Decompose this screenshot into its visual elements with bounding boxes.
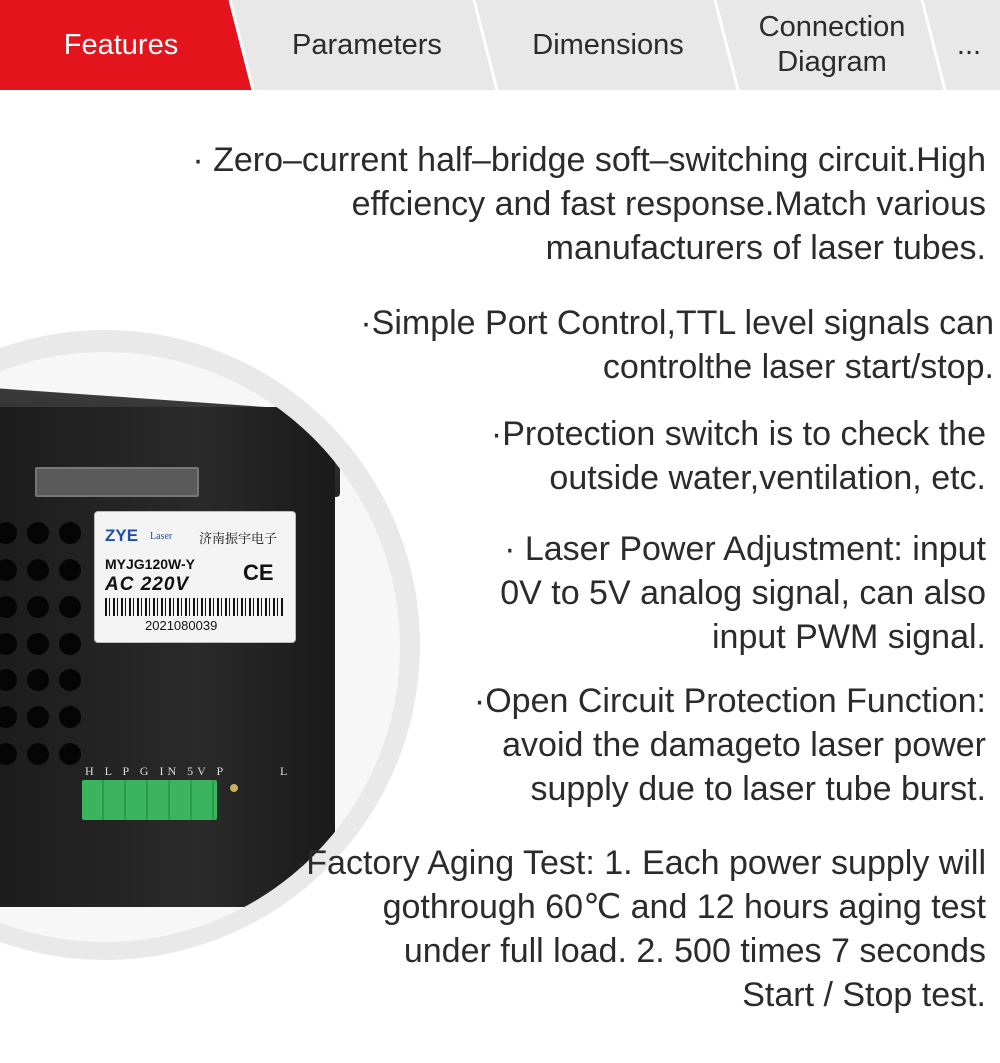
ce-mark: CE	[243, 560, 274, 585]
feature-item	[360, 301, 994, 389]
feature-line: ·Open Circuit Protection Function:	[473, 682, 986, 720]
terminal-pin-labels: H L P G IN 5V P	[85, 764, 228, 778]
feature-item	[295, 841, 986, 1017]
feature-line: input PWM signal.	[712, 618, 986, 656]
feature-line: under full load. 2. 500 times 7 seconds	[403, 932, 986, 970]
feature-item	[192, 138, 986, 270]
terminal-pin-label-l: L	[280, 764, 288, 778]
tab-connection-diagram-label-line2: Diagram	[777, 46, 887, 78]
label-voltage: AC 220V	[105, 574, 190, 595]
feature-line: outside water,ventilation, etc.	[549, 459, 986, 497]
feature-item	[491, 412, 986, 500]
tab-dimensions-label: Dimensions	[532, 28, 684, 61]
feature-line: ·Protection switch is to check the	[490, 415, 986, 453]
label-serial: 2021080039	[145, 618, 218, 633]
feature-line: gothrough 60℃ and 12 hours aging test	[382, 888, 986, 926]
label-brand: ZYE	[105, 526, 139, 545]
feature-line: ·Simple Port Control,TTL level signals can	[360, 304, 994, 342]
feature-line: · Zero–current half–bridge soft–switching circuit.High	[192, 141, 986, 179]
feature-line: · Laser Power Adjustment: input	[504, 530, 986, 568]
more-icon: ...	[956, 28, 982, 61]
feature-line: controlthe laser start/stop.	[602, 348, 994, 386]
label-company: 济南振宇电子	[199, 532, 278, 547]
feature-line: avoid the damageto laser power	[502, 726, 986, 764]
feature-line: ·Factory Aging Test: 1. Each power supply will	[294, 844, 986, 882]
tab-features-label: Features	[63, 28, 179, 61]
feature-line: 0V to 5V analog signal, can also	[500, 574, 986, 612]
feature-line: supply due to laser tube burst.	[530, 770, 986, 808]
feature-item	[474, 679, 986, 811]
label-model: MYJG120W-Y	[105, 556, 195, 572]
feature-line: manufacturers of laser tubes.	[545, 229, 986, 267]
feature-line: effciency and fast response.Match various	[351, 185, 986, 223]
label-brand-sub: Laser	[150, 531, 173, 542]
tab-connection-diagram-label-line1: Connection	[758, 11, 906, 44]
feature-item	[500, 527, 986, 659]
feature-line: Start / Stop test.	[742, 976, 986, 1014]
tab-parameters-label: Parameters	[292, 28, 442, 61]
